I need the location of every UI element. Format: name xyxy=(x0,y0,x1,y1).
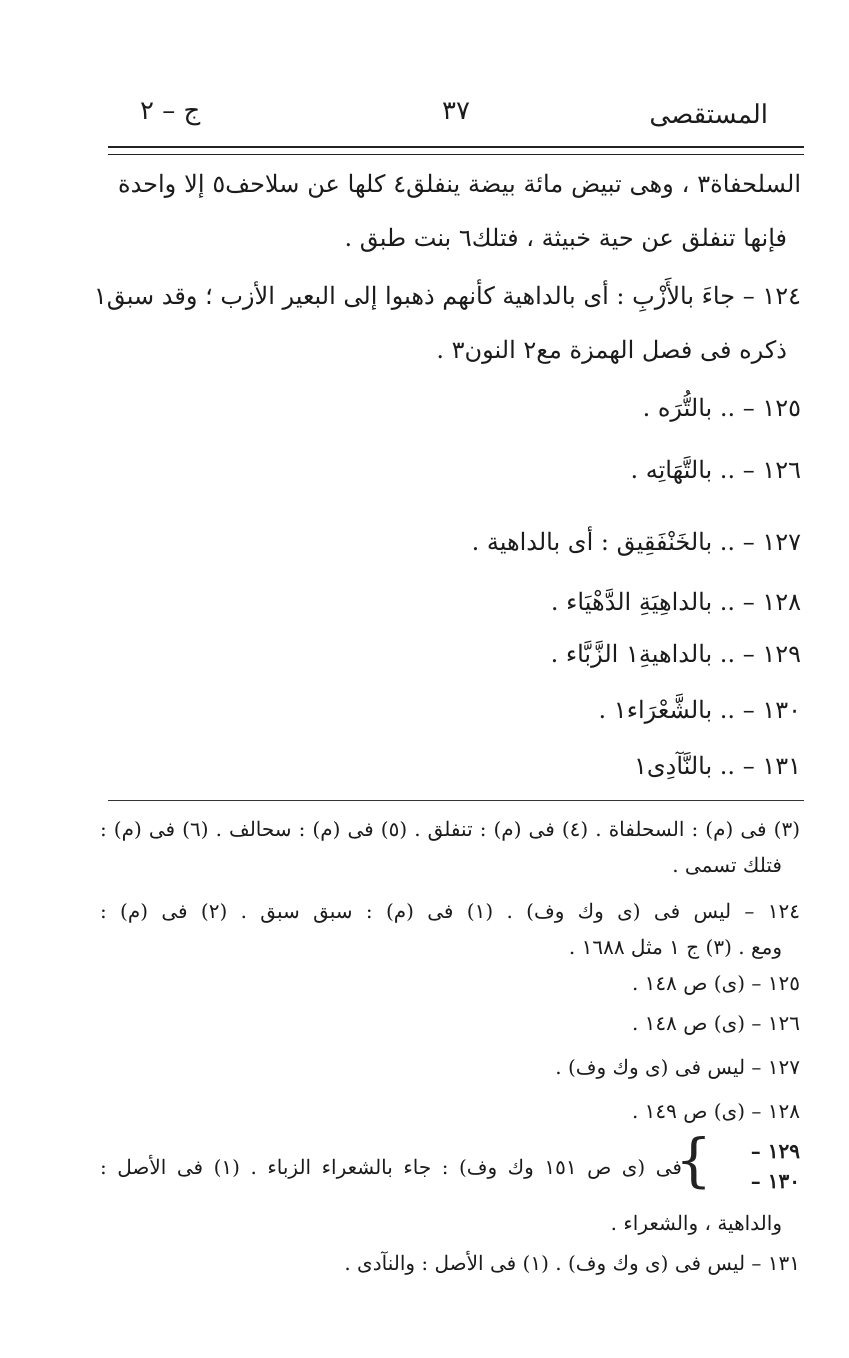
entry-127: ١٢٧ – .. بالخَنْفَقِيق : أى بالداهية . xyxy=(471,528,801,556)
entry-126: ١٢٦ – .. بالتَّهَاتِه . xyxy=(630,456,801,484)
footnote-separator xyxy=(108,800,804,801)
entry-129: ١٢٩ – .. بالداهيةِ١ الزَّبَّاء . xyxy=(550,640,801,668)
footnote-line: فى (ى ص ١٥١ وك وف) : جاء بالشعراء الزباء . (١) فى الأصل : xyxy=(100,1155,682,1179)
entry-131: ١٣١ – .. بالنَّآدِى١ xyxy=(633,752,801,780)
body-line: السلحفاة٣ ، وهى تبيض مائة بيضة ينفلق٤ كلها عن سلاحف٥ إلا واحدة xyxy=(118,170,801,198)
header-double-rule xyxy=(108,146,804,155)
entry-125: ١٢٥ – .. بالتُّرَه . xyxy=(642,394,801,422)
footnote-line: ١٣١ – ليس فى (ى وك وف) . (١) فى الأصل : والنآدى . xyxy=(344,1251,800,1275)
footnote-line: ١٢٨ – (ى) ص ١٤٩ . xyxy=(631,1099,800,1123)
brace-number: ١٣٠ – xyxy=(750,1169,800,1193)
footnote-line: والداهية ، والشعراء . xyxy=(610,1211,782,1235)
curly-brace: } xyxy=(675,1126,712,1194)
body-line: ذكره فى فصل الهمزة مع٢ النون٣ . xyxy=(436,336,787,364)
brace-numbers xyxy=(751,1136,800,1196)
footnote-line: ١٢٤ – ليس فى (ى وك وف) . (١) فى (م) : سبق سبق . (٢) فى (م) : xyxy=(100,899,800,923)
entry-130: ١٣٠ – .. بالشَّعْرَاء١ . xyxy=(598,696,801,724)
footnote-line: ١٢٥ – (ى) ص ١٤٨ . xyxy=(631,971,800,995)
footnote-line: ١٢٦ – (ى) ص ١٤٨ . xyxy=(631,1011,800,1035)
page-number: ٣٧ xyxy=(442,96,470,126)
entry-124: ١٢٤ – جاءَ بالأَزْبِ : أى بالداهية كأنهم ذهبوا إلى البعير الأزب ؛ وقد سبق١ xyxy=(93,282,801,310)
entry-128: ١٢٨ – .. بالداهِيَةِ الدَّهْيَاء . xyxy=(550,588,801,616)
footnote-line: (٣) فى (م) : السحلفاة . (٤) فى (م) : تنفلق . (٥) فى (م) : سحالف . (٦) فى (م) : xyxy=(100,817,800,841)
footnote-line: ومع . (٣) ج ١ مثل ١٦٨٨ . xyxy=(568,935,782,959)
footnote-brace-group xyxy=(100,1126,800,1200)
body-line: فإنها تنفلق عن حية خبيثة ، فتلك٦ بنت طبق . xyxy=(344,224,787,252)
book-title: المستقصى xyxy=(649,100,768,130)
volume-label: ج – ٢ xyxy=(140,96,201,126)
footnote-line: ١٢٧ – ليس فى (ى وك وف) . xyxy=(555,1055,800,1079)
running-head xyxy=(110,96,802,136)
brace-number: ١٢٩ – xyxy=(750,1139,800,1163)
footnote-line: فتلك تسمى . xyxy=(672,853,782,877)
